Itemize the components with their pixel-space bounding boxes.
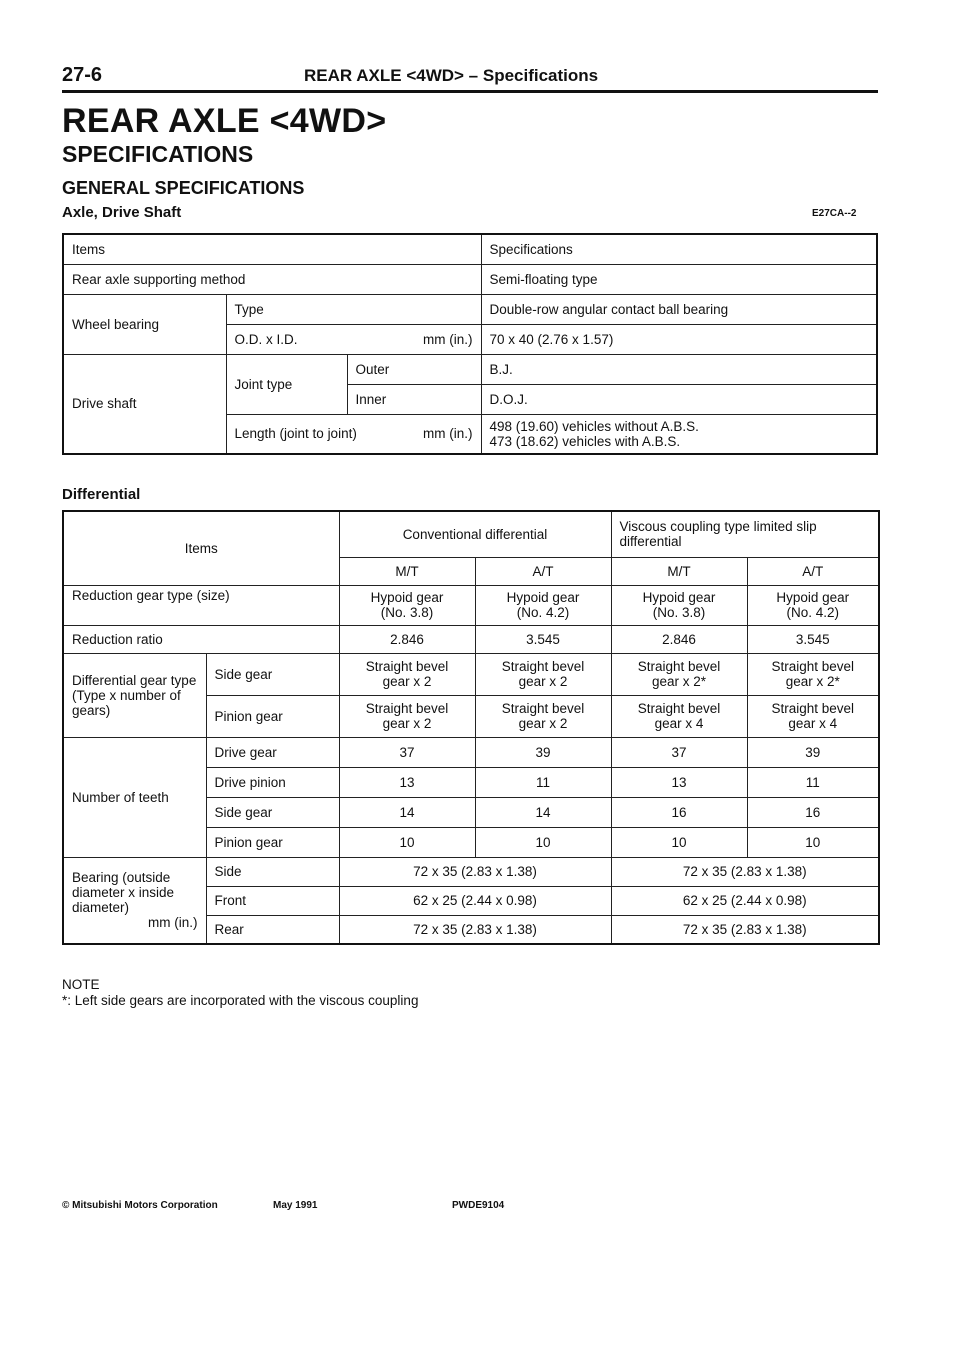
axle-heading: Axle, Drive Shaft — [62, 204, 182, 221]
cell-line: gear x 4 — [788, 716, 838, 731]
general-heading: GENERAL SPECIFICATIONS — [62, 178, 305, 198]
pinion-gear-teeth-label: Pinion gear — [206, 827, 339, 857]
reduction-type-conv-at — [475, 585, 611, 625]
ratio-conv-at: 3.545 — [475, 625, 611, 653]
od-id-value: 70 x 40 (2.76 x 1.57) — [481, 324, 877, 354]
side-gear-teeth-visc-mt: 16 — [611, 797, 747, 827]
section-title: REAR AXLE <4WD> – Specifications — [304, 66, 599, 85]
side-gear-conv-mt — [339, 653, 475, 695]
cell-line: Hypoid gear — [776, 590, 850, 605]
type-label: Type — [226, 294, 481, 324]
viscous-header: Viscous coupling type limited slip differential — [611, 511, 879, 557]
side-gear-visc-mt — [611, 653, 747, 695]
page-header — [62, 64, 878, 93]
ratio-conv-mt: 2.846 — [339, 625, 475, 653]
cell-line: (No. 3.8) — [652, 605, 706, 620]
drive-gear-conv-mt: 37 — [339, 737, 475, 767]
drive-gear-visc-at: 39 — [747, 737, 879, 767]
cell-line: Straight bevel — [637, 659, 721, 674]
note-text: *: Left side gears are incorporated with the viscous coupling — [62, 993, 419, 1008]
length-value — [481, 414, 877, 454]
cell-line: (No. 3.8) — [380, 605, 434, 620]
page-title: REAR AXLE <4WD> — [62, 102, 387, 140]
cell-line: Straight bevel — [771, 701, 855, 716]
conv-at-header: A/T — [475, 557, 611, 585]
wheel-bearing-label: Wheel bearing — [63, 294, 226, 354]
bearing-side-label: Side — [206, 857, 339, 886]
drive-shaft-label: Drive shaft — [63, 354, 226, 454]
bearing-front-visc: 62 x 25 (2.44 x 0.98) — [611, 886, 879, 915]
inner-label: Inner — [347, 384, 481, 414]
cell-line: Straight bevel — [501, 701, 585, 716]
note-block — [62, 977, 418, 1009]
cell-line: Hypoid gear — [370, 590, 444, 605]
ratio-visc-at: 3.545 — [747, 625, 879, 653]
reduction-ratio-label: Reduction ratio — [63, 625, 339, 653]
differential-heading: Differential — [62, 486, 141, 503]
joint-type-label: Joint type — [226, 354, 347, 414]
cell-line: gear x 2 — [518, 716, 568, 731]
footer-date: May 1991 — [273, 1200, 318, 1211]
number-of-teeth-label: Number of teeth — [63, 737, 206, 857]
conventional-header: Conventional differential — [339, 511, 611, 557]
drive-pinion-visc-mt: 13 — [611, 767, 747, 797]
outer-value: B.J. — [481, 354, 877, 384]
bearing-label-cell — [63, 857, 206, 944]
length-cell — [226, 414, 481, 454]
length-value-2: 473 (18.62) vehicles with A.B.S. — [489, 433, 681, 449]
visc-at-header: A/T — [747, 557, 879, 585]
drive-pinion-visc-at: 11 — [747, 767, 879, 797]
inner-value: D.O.J. — [481, 384, 877, 414]
cell-line: Straight bevel — [637, 701, 721, 716]
bearing-side-visc: 72 x 35 (2.83 x 1.38) — [611, 857, 879, 886]
table-row — [63, 625, 879, 653]
specs-header: Specifications — [481, 234, 877, 264]
od-id-cell — [226, 324, 481, 354]
conv-mt-header: M/T — [339, 557, 475, 585]
table-row — [63, 264, 877, 294]
drive-pinion-conv-at: 11 — [475, 767, 611, 797]
length-label: Length (joint to joint) — [234, 426, 357, 442]
pinion-gear-teeth-visc-at: 10 — [747, 827, 879, 857]
cell-line: Hypoid gear — [506, 590, 580, 605]
side-gear-label: Side gear — [206, 653, 339, 695]
table-row — [63, 354, 877, 384]
visc-mt-header: M/T — [611, 557, 747, 585]
table-row — [63, 653, 879, 695]
cell-line: gear x 2 — [518, 674, 568, 689]
cell-line: gear x 4 — [654, 716, 704, 731]
cell-line: Straight bevel — [365, 701, 449, 716]
cell-line: (No. 4.2) — [786, 605, 840, 620]
bearing-side-conv: 72 x 35 (2.83 x 1.38) — [339, 857, 611, 886]
length-unit: mm (in.) — [423, 426, 473, 442]
bearing-rear-visc: 72 x 35 (2.83 x 1.38) — [611, 915, 879, 944]
pinion-gear-visc-mt — [611, 695, 747, 737]
diff-gear-type-label: Differential gear type (Type x number of gears) — [63, 653, 206, 737]
supporting-method-value: Semi-floating type — [481, 264, 877, 294]
pinion-gear-visc-at — [747, 695, 879, 737]
table-row — [63, 511, 879, 557]
reduction-type-conv-mt — [339, 585, 475, 625]
cell-line: (No. 4.2) — [516, 605, 570, 620]
drive-gear-conv-at: 39 — [475, 737, 611, 767]
bearing-front-label: Front — [206, 886, 339, 915]
footer-code: PWDE9104 — [452, 1200, 505, 1211]
table-row — [63, 294, 877, 324]
bearing-rear-conv: 72 x 35 (2.83 x 1.38) — [339, 915, 611, 944]
cell-line: Straight bevel — [365, 659, 449, 674]
table-row — [63, 585, 879, 625]
page-subtitle: SPECIFICATIONS — [62, 141, 254, 167]
side-gear-teeth-visc-at: 16 — [747, 797, 879, 827]
footer-copyright: © Mitsubishi Motors Corporation — [62, 1200, 218, 1211]
note-label: NOTE — [62, 977, 100, 992]
items-header: Items — [63, 511, 339, 585]
page-number: 27-6 — [62, 64, 103, 86]
cell-line: Hypoid gear — [642, 590, 716, 605]
items-header: Items — [63, 234, 481, 264]
table-row — [63, 737, 879, 767]
side-gear-teeth-conv-at: 14 — [475, 797, 611, 827]
pinion-gear-teeth-conv-at: 10 — [475, 827, 611, 857]
pinion-gear-label: Pinion gear — [206, 695, 339, 737]
type-value: Double-row angular contact ball bearing — [481, 294, 877, 324]
reduction-type-label: Reduction gear type (size) — [63, 585, 339, 625]
reduction-type-visc-at — [747, 585, 879, 625]
pinion-gear-teeth-visc-mt: 10 — [611, 827, 747, 857]
cell-line: Straight bevel — [771, 659, 855, 674]
cell-line: gear x 2* — [785, 674, 840, 689]
outer-label: Outer — [347, 354, 481, 384]
table-row — [63, 857, 879, 886]
side-gear-conv-at — [475, 653, 611, 695]
table-row — [63, 234, 877, 264]
drive-pinion-conv-mt: 13 — [339, 767, 475, 797]
reduction-type-visc-mt — [611, 585, 747, 625]
axle-code: E27CA--2 — [812, 208, 857, 219]
side-gear-visc-at — [747, 653, 879, 695]
pinion-gear-conv-at — [475, 695, 611, 737]
bearing-label: Bearing (outside diameter x inside diameter) — [72, 870, 175, 916]
pinion-gear-teeth-conv-mt: 10 — [339, 827, 475, 857]
bearing-rear-label: Rear — [206, 915, 339, 944]
cell-line: Straight bevel — [501, 659, 585, 674]
drive-gear-label: Drive gear — [206, 737, 339, 767]
bearing-unit: mm (in.) — [148, 915, 198, 931]
bearing-front-conv: 62 x 25 (2.44 x 0.98) — [339, 886, 611, 915]
cell-line: gear x 2 — [382, 674, 432, 689]
length-value-1: 498 (19.60) vehicles without A.B.S. — [489, 418, 699, 434]
cell-line: gear x 2* — [651, 674, 707, 689]
od-id-unit: mm (in.) — [423, 331, 473, 347]
cell-line: gear x 2 — [382, 716, 432, 731]
side-gear-teeth-label: Side gear — [206, 797, 339, 827]
pinion-gear-conv-mt — [339, 695, 475, 737]
drive-gear-visc-mt: 37 — [611, 737, 747, 767]
od-id-label: O.D. x I.D. — [234, 331, 298, 347]
supporting-method-label: Rear axle supporting method — [63, 264, 481, 294]
side-gear-teeth-conv-mt: 14 — [339, 797, 475, 827]
axle-spec-table — [62, 233, 878, 455]
drive-pinion-label: Drive pinion — [206, 767, 339, 797]
differential-table — [62, 510, 880, 945]
ratio-visc-mt: 2.846 — [611, 625, 747, 653]
